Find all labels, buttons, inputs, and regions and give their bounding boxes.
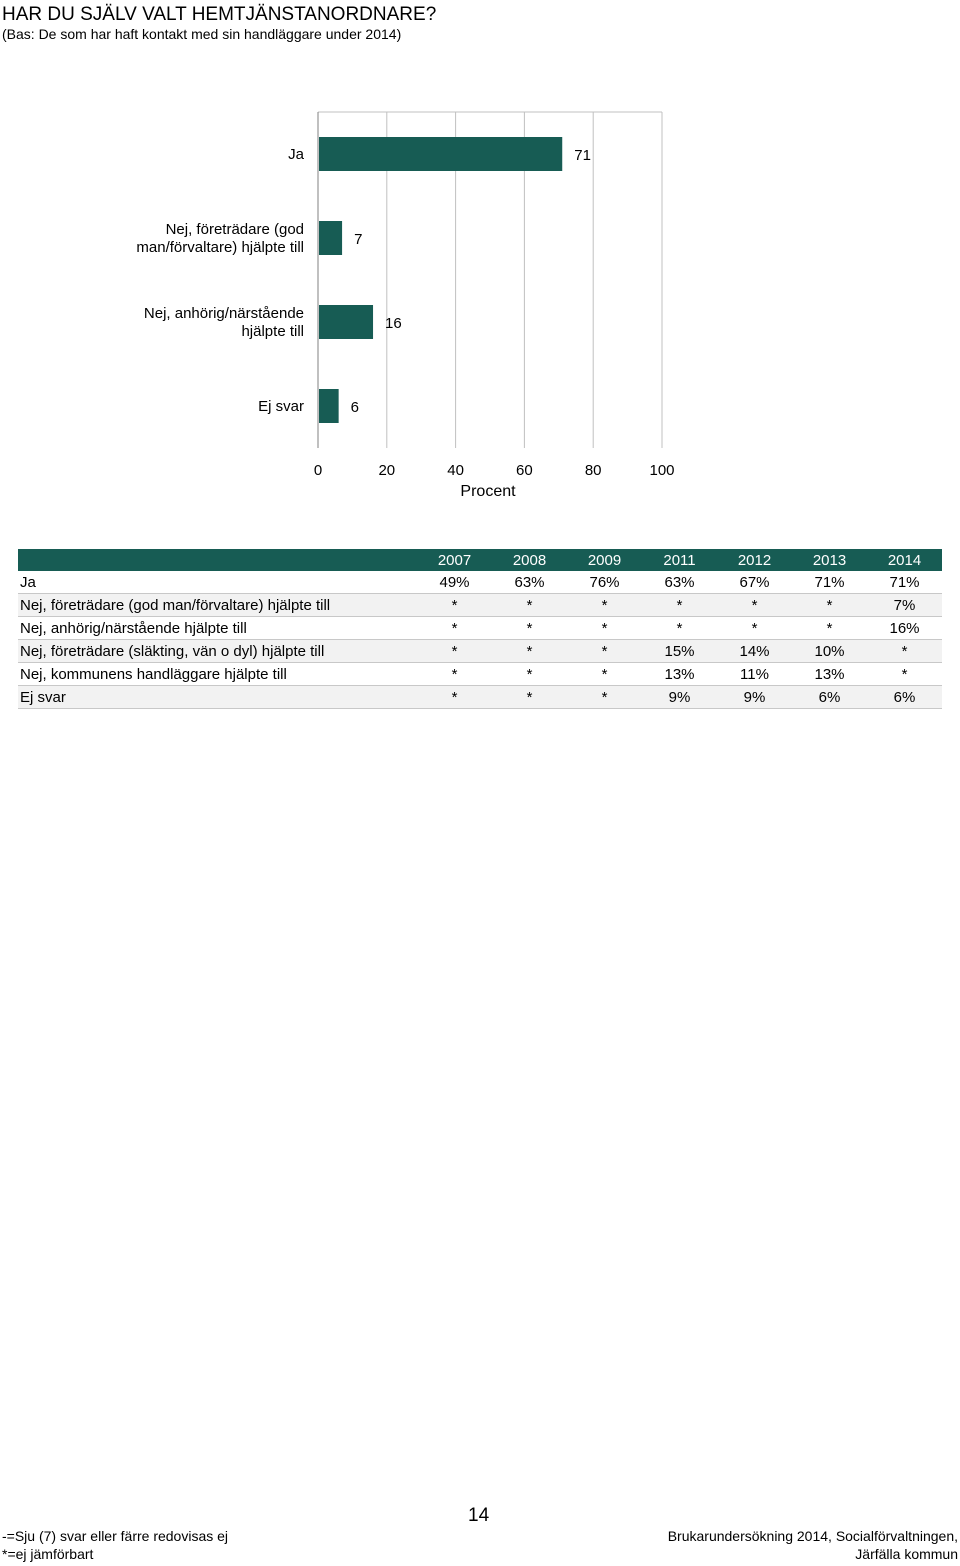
- table-cell: 10%: [792, 640, 867, 663]
- table-cell: *: [417, 663, 492, 686]
- source-line-1: Brukarundersökning 2014, Socialförvaltningen,: [667, 1528, 958, 1544]
- table-header-year: 2008: [492, 549, 567, 571]
- data-label: 71: [574, 147, 591, 164]
- page-subtitle: (Bas: De som har haft kontakt med sin handläggare under 2014): [2, 26, 402, 42]
- table-cell: *: [642, 617, 717, 640]
- bar: [319, 137, 562, 171]
- table-cell: 63%: [642, 571, 717, 594]
- row-label: Nej, kommunens handläggare hjälpte till: [18, 663, 417, 686]
- table-cell: *: [417, 594, 492, 617]
- table-cell: *: [867, 663, 942, 686]
- x-tick-label: 80: [584, 462, 602, 479]
- row-label: Ja: [18, 571, 417, 594]
- table-cell: *: [567, 686, 642, 709]
- bar: [319, 221, 342, 255]
- table-header-year: 2009: [567, 549, 642, 571]
- table-header-year: 2014: [867, 549, 942, 571]
- source-line-2: Järfälla kommun: [855, 1546, 958, 1562]
- table-cell: 76%: [567, 571, 642, 594]
- table-cell: 15%: [642, 640, 717, 663]
- data-label: 6: [350, 399, 359, 416]
- table-cell: *: [567, 663, 642, 686]
- table-cell: *: [717, 617, 792, 640]
- category-label: Ej svar: [258, 398, 304, 415]
- row-label: Ej svar: [18, 686, 417, 709]
- table-header-year: 2012: [717, 549, 792, 571]
- table-row: [18, 571, 942, 594]
- table-cell: 63%: [492, 571, 567, 594]
- table-cell: *: [717, 594, 792, 617]
- table-cell: *: [642, 594, 717, 617]
- table-cell: 11%: [717, 663, 792, 686]
- table-cell: *: [492, 640, 567, 663]
- table-cell: 16%: [867, 617, 942, 640]
- table-cell: *: [867, 640, 942, 663]
- table-row: [18, 686, 942, 709]
- table-cell: *: [567, 640, 642, 663]
- table-header-blank: [18, 549, 417, 571]
- category-label: Ja: [288, 146, 304, 163]
- table-cell: *: [492, 686, 567, 709]
- table-cell: 67%: [717, 571, 792, 594]
- table-cell: *: [417, 686, 492, 709]
- table-cell: 9%: [717, 686, 792, 709]
- footnote-line-1: -=Sju (7) svar eller färre redovisas ej: [2, 1528, 229, 1544]
- table-cell: *: [792, 617, 867, 640]
- table-cell: 6%: [867, 686, 942, 709]
- table-cell: *: [417, 617, 492, 640]
- category-label: man/förvaltare) hjälpte till: [136, 239, 304, 256]
- table-cell: *: [492, 663, 567, 686]
- row-label: Nej, anhörig/närstående hjälpte till: [18, 617, 417, 640]
- row-label: Nej, företrädare (god man/förvaltare) hjälpte till: [18, 594, 417, 617]
- table-cell: *: [792, 594, 867, 617]
- table-row: [18, 617, 942, 640]
- table-cell: 9%: [642, 686, 717, 709]
- bar: [319, 305, 373, 339]
- table-header-row: [18, 549, 942, 571]
- table-cell: *: [492, 594, 567, 617]
- table-row: [18, 663, 942, 686]
- source-note: [668, 1527, 958, 1563]
- table-cell: *: [567, 594, 642, 617]
- footnote-line-2: *=ej jämförbart: [2, 1546, 94, 1562]
- x-tick-label: 20: [378, 462, 396, 479]
- table-row: [18, 640, 942, 663]
- table-cell: 71%: [867, 571, 942, 594]
- data-table: [18, 549, 942, 709]
- x-tick-label: 100: [649, 462, 675, 479]
- row-label: Nej, företrädare (släkting, vän o dyl) hjälpte till: [18, 640, 417, 663]
- bar-chart: [0, 100, 960, 510]
- table-cell: 6%: [792, 686, 867, 709]
- table-cell: *: [567, 617, 642, 640]
- x-axis-title: Procent: [460, 483, 516, 500]
- table-cell: 13%: [792, 663, 867, 686]
- data-label: 7: [354, 231, 363, 248]
- table-cell: 14%: [717, 640, 792, 663]
- x-tick-label: 0: [313, 462, 323, 479]
- category-label: Nej, företrädare (god: [165, 221, 304, 238]
- table-header-year: 2011: [642, 549, 717, 571]
- table-cell: 13%: [642, 663, 717, 686]
- table-cell: *: [417, 640, 492, 663]
- table-cell: 71%: [792, 571, 867, 594]
- x-tick-label: 40: [447, 462, 464, 479]
- table-header-year: 2007: [417, 549, 492, 571]
- data-label: 16: [385, 315, 402, 332]
- footnote: [2, 1527, 228, 1563]
- table-row: [18, 594, 942, 617]
- category-label: Nej, anhörig/närstående: [143, 305, 304, 322]
- bar: [319, 389, 339, 423]
- page-title: HAR DU SJÄLV VALT HEMTJÄNSTANORDNARE?: [2, 4, 437, 25]
- page-number: 14: [468, 1505, 490, 1526]
- table-cell: 49%: [417, 571, 492, 594]
- category-label: hjälpte till: [241, 323, 304, 340]
- table-header-year: 2013: [792, 549, 867, 571]
- x-tick-label: 60: [516, 462, 533, 479]
- table-cell: *: [492, 617, 567, 640]
- table-cell: 7%: [867, 594, 942, 617]
